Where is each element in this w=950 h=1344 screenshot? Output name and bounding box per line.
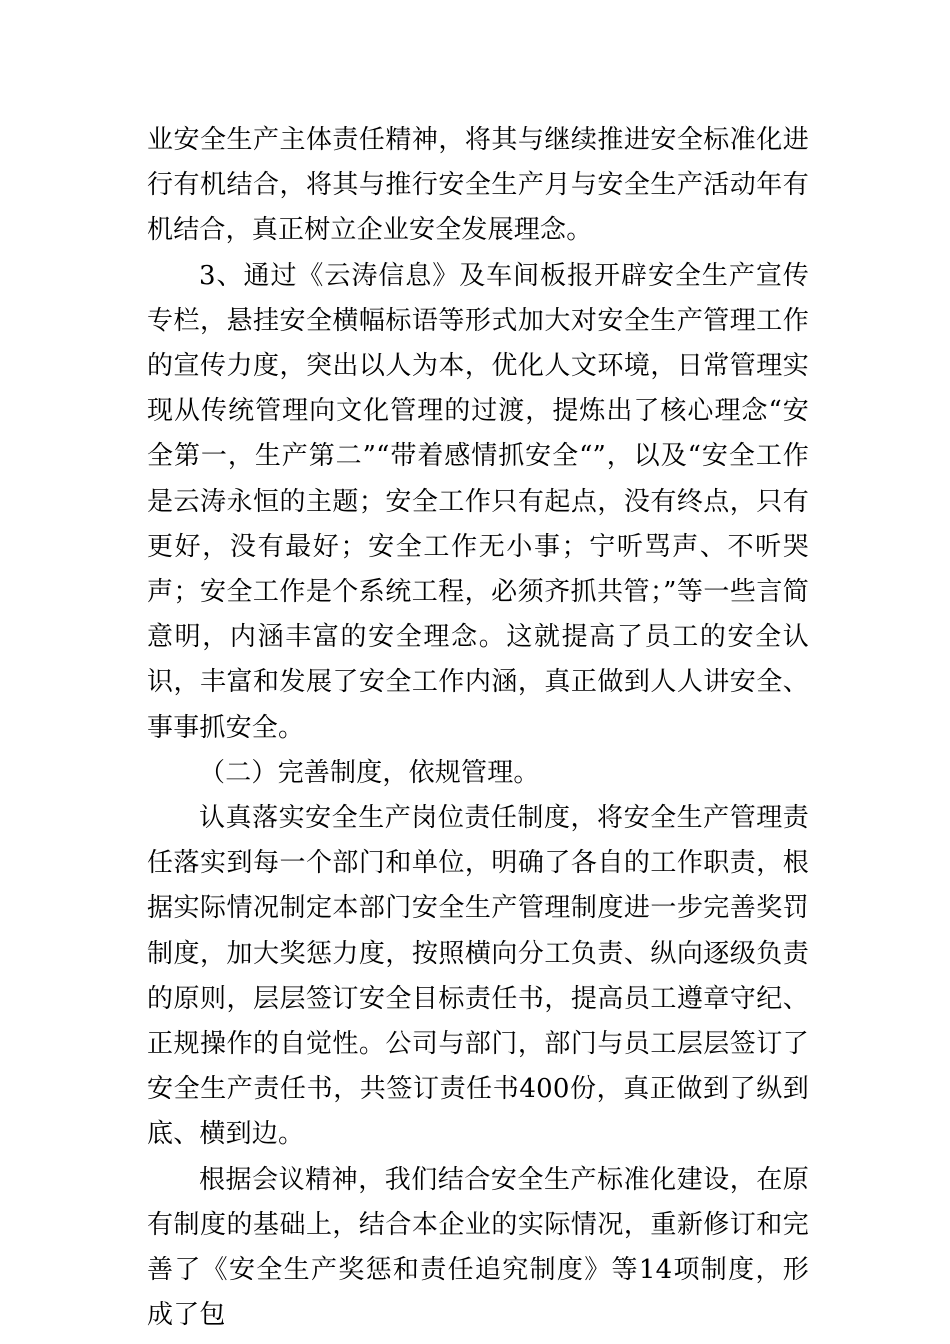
paragraph-publicity: 3、通过《云涛信息》及车间板报开辟安全生产宣传专栏，悬挂安全横幅标语等形式加大对安全生产管理工作的宣传力度，突出以人为本，优化人文环境，日常管理实现从传统管理向文化管理的过渡，提炼出了核心理念“安全第一，生产第二”“带着感情抓安全“”，以及“安全工作是云涛永恒的主题；安全工作只有起点，没有终点，只有更好，没有最好；安全工作无小事；宁听骂声、不听哭声；安全工作是个系统工程，必须齐抓共管；”等一些言简意明，内涵丰富的安全理念。这就提高了员工的安全认识，丰富和发展了安全工作内涵，真正做到人人讲安全、事事抓安全。	[147, 260, 809, 743]
paragraph-responsibility: 认真落实安全生产岗位责任制度，将安全生产管理责任落实到每一个部门和单位，明确了各自的工作职责，根据实际情况制定本部门安全生产管理制度进一步完善奖罚制度，加大奖惩力度，按照横向分工负责、纵向逐级负责的原则，层层签订安全目标责任书，提高员工遵章守纪、正规操作的自觉性。公司与部门，部门与员工层层签订了安全生产责任书，共签订责任书400份，真正做到了纵到底、横到边。	[147, 803, 809, 1150]
document-body	[147, 118, 809, 1338]
section-heading: （二）完善制度，依规管理。	[199, 757, 540, 788]
paragraph-continued: 业安全生产主体责任精神，将其与继续推进安全标准化进行有机结合，将其与推行安全生产月与安全生产活动年有机结合，真正树立企业安全发展理念。	[147, 125, 809, 246]
paragraph-regulations: 根据会议精神，我们结合安全生产标准化建设，在原有制度的基础上，结合本企业的实际情况，重新修订和完善了《安全生产奖惩和责任追究制度》等14项制度，形成了包	[147, 1164, 809, 1331]
